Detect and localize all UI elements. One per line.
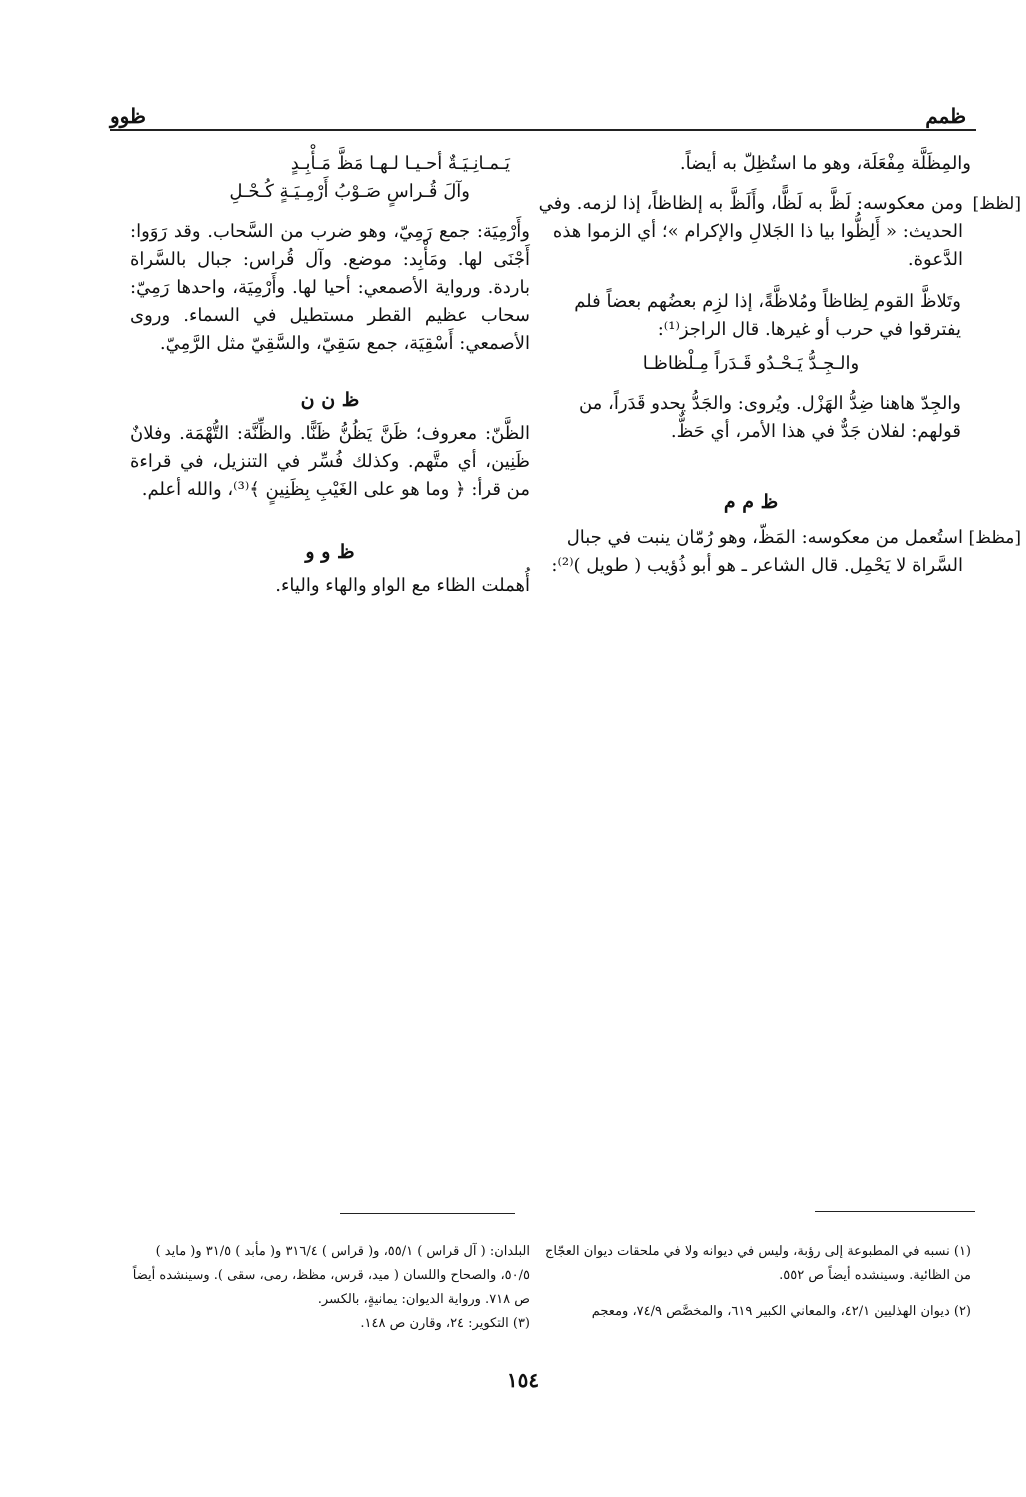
lzz-root-tag: [لظظ] xyxy=(972,194,1021,214)
intro-line: والمِظَلَّة مِفْعَلَة، وهو ما استُظِلّ به أيضاً. xyxy=(679,153,971,174)
verse-line-2: وآلَ قُـراسٍ صَـوْبُ أَرْمِـيَـةٍ كُـحْـلِ xyxy=(229,181,470,202)
footnote-3: (٣) التكوير: ٢٤، وقارن ص ١٤٨. xyxy=(360,1316,530,1331)
left-paragraph-2: الظَّنّ: معروف؛ ظَنَّ يَظُنُّ ظَنًّا. والظِّنَّة: التُّهْمَة. وفلانٌ ظَنِين، أي متَّهم. وكذلك فُسِّر في التنزيل، في قراءة من قرأ: ﴿ وما هو على الغَيْبِ بِظَنِينٍ ﴾⁽³⁾، والله أعلم. xyxy=(130,423,530,500)
page-number: ١٥٤ xyxy=(506,1368,540,1392)
footnote-rule-left xyxy=(340,1213,515,1214)
left-paragraph-3: أُهملت الظاء مع الواو والهاء والياء. xyxy=(275,575,530,596)
root-heading-znn: ظ ن ن xyxy=(300,389,360,411)
mzz-paragraph: استُعمل من معكوسه: المَظّ، وهو رُمّان ينبت في جبال السَّراة لا يَحْمِل. قال الشاعر ـ هو أبو ذُؤيب ( طويل )⁽²⁾: xyxy=(551,527,963,576)
footnote-2: (٢) ديوان الهذليين ٤٢/١، والمعاني الكبير ٦١٩، والمخصَّص ٧٤/٩، ومعجم xyxy=(591,1304,971,1319)
lzz-paragraph-2: وتَلاظَّ القوم لِظاظاً ومُلاظَّةً، إذا لزِم بعضُهم بعضاً فلم يفترقوا في حرب أو غيرها. قال الراجز⁽¹⁾: xyxy=(574,291,961,340)
header-rule xyxy=(110,129,976,131)
footnote-continuation: البلدان: ( آل قراس ) ٥٥/١، و( قراس ) ٣١٦/٤ و( مأبد ) ٣١/٥ و( مايد ) ٥٠/٥، والصحاح واللسان ( ميد، قرس، مظظ، رمى، سقى ). وسينشده أيضاً ص ٧١٨. ورواية الديوان: يمانيةٍ، بالكسر. xyxy=(132,1244,530,1307)
left-column xyxy=(130,150,530,600)
header-left-title: ظوو xyxy=(110,104,146,128)
footnotes-right xyxy=(531,1240,971,1324)
mzz-root-tag: [مظظ] xyxy=(968,528,1021,548)
lzz-paragraph-3: والجِدّ هاهنا ضِدُّ الهَزْل. ويُروى: والجَدُّ يحدو قَدَراً، من قولهم: لفلان جَدٌّ في هذا الأمر، أي حَظٌّ. xyxy=(578,393,961,442)
footnote-1: (١) نسبه في المطبوعة إلى رؤبة، وليس في ديوانه ولا في ملحقات ديوان العجّاج من الظائية. وسينشده أيضاً ص ٥٥٢. xyxy=(544,1244,971,1283)
left-paragraph-1: وأَرْمِيَة: جمع رَمِيّ، وهو ضرب من السَّحاب. وقد رَوَوا: أَجْنَى لها. ومَأْبِد: موضع. وآل قُراس: جبال بالسَّراة باردة. ورواية الأصمعي: أحيا لها. وأَرْمِيَة، واحدها رَمِيّ: سحاب عظيم القطر مستطيل في السماء. وروى الأصمعي: أَسْقِيَة، جمع سَقِيّ، والسَّقِيّ مثل الرَّمِيّ. xyxy=(130,221,530,354)
footnotes-left xyxy=(130,1240,530,1336)
root-heading-zww: ظ و و xyxy=(305,541,355,563)
verse-rajaz: والـجِـدُّ يَـحْـدُو قَـدَراً مِـلْظاظـا xyxy=(642,353,860,374)
header-right-title: ظمم xyxy=(925,104,966,128)
footnote-rule-right xyxy=(815,1211,975,1212)
right-column xyxy=(531,150,1021,580)
verse-line-1: يَـمـانِـيَـةٌ أحـيـا لـهـا مَظَّ مَـأْبِـدٍ xyxy=(290,153,510,174)
lzz-paragraph-1: ومن معكوسه: لَظَّ به لَظًّا، وأَلَظَّ به إلظاظاً، إذا لزمه. وفي الحديث: « أَلِظُّوا بيا ذا الجَلالِ والإكرام »؛ أي الزموا هذه الدَّعوة. xyxy=(538,193,963,270)
root-heading-zmm: ظ م م xyxy=(723,491,779,513)
